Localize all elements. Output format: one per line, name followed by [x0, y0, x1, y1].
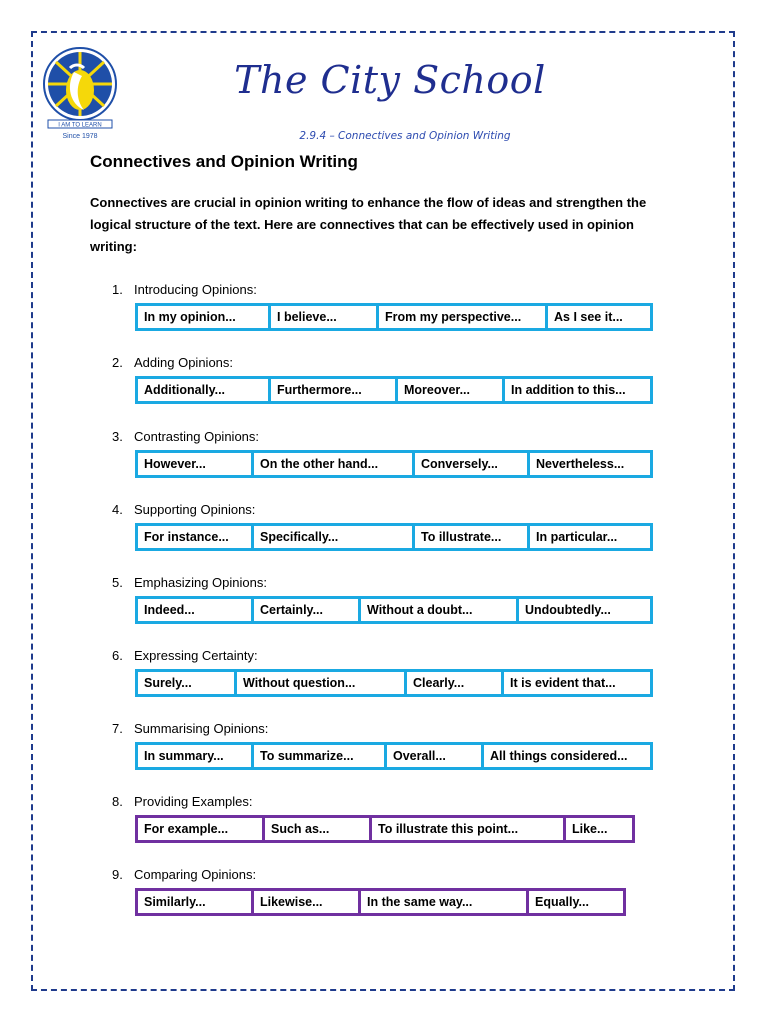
connective-cell: However...: [144, 457, 206, 471]
connective-cell: In addition to this...: [502, 379, 650, 401]
connective-cell: Like...: [563, 818, 632, 840]
section-contrasting-opinions: [112, 428, 653, 478]
connective-cell: Indeed...: [144, 603, 195, 617]
school-logo: [40, 46, 120, 146]
connective-cell: For example...: [144, 822, 229, 836]
connective-cell: For instance...: [144, 530, 229, 544]
school-name: The City School: [234, 58, 546, 102]
section-number: 2.: [112, 355, 123, 370]
connectives-row: [135, 888, 626, 916]
connective-cell: Similarly...: [144, 895, 206, 909]
section-number: 1.: [112, 282, 123, 297]
section-number: 6.: [112, 648, 123, 663]
connective-cell: In the same way...: [358, 891, 526, 913]
page-subtitle: 2.9.4 – Connectives and Opinion Writing: [299, 130, 511, 142]
connective-cell: As I see it...: [545, 306, 650, 328]
section-number: 4.: [112, 502, 123, 517]
logo-since: Since 1978: [62, 133, 98, 140]
connective-cell: Without question...: [234, 672, 404, 694]
connectives-row: [135, 523, 653, 551]
connective-cell: All things considered...: [481, 745, 650, 767]
section-summarising-opinions: [112, 720, 653, 770]
connective-cell: Specifically...: [251, 526, 412, 548]
connective-cell: Additionally...: [144, 383, 226, 397]
section-title: Providing Examples:: [134, 794, 253, 809]
connective-cell: To illustrate this point...: [369, 818, 563, 840]
connectives-row: [135, 450, 653, 478]
connective-cell: In particular...: [527, 526, 650, 548]
section-title: Comparing Opinions:: [134, 867, 257, 882]
section-expressing-certainty: [112, 647, 653, 697]
connective-cell: Clearly...: [404, 672, 501, 694]
connective-cell: From my perspective...: [376, 306, 545, 328]
connectives-row: [135, 669, 653, 697]
section-title: Emphasizing Opinions:: [134, 575, 267, 590]
section-number: 9.: [112, 867, 123, 882]
connectives-row: [135, 596, 653, 624]
connective-cell: To summarize...: [251, 745, 384, 767]
connective-cell: In summary...: [144, 749, 224, 763]
intro-paragraph: Connectives are crucial in opinion writing to enhance the flow of ideas and strengthen the logical structure of the text. Here are connectives that can be effectively used in opinion writing:: [90, 195, 647, 254]
section-introducing-opinions: [112, 281, 653, 331]
connectives-row: [135, 742, 653, 770]
connective-cell: To illustrate...: [412, 526, 527, 548]
section-number: 8.: [112, 794, 123, 809]
section-title: Expressing Certainty:: [134, 648, 258, 663]
connective-cell: Equally...: [526, 891, 623, 913]
connectives-row: [135, 376, 653, 404]
section-title: Introducing Opinions:: [134, 282, 257, 297]
connectives-row: [135, 815, 635, 843]
connective-cell: Nevertheless...: [527, 453, 650, 475]
connective-cell: On the other hand...: [251, 453, 412, 475]
connective-cell: Moreover...: [395, 379, 502, 401]
connective-cell: Undoubtedly...: [516, 599, 650, 621]
connective-cell: In my opinion...: [144, 310, 236, 324]
connective-cell: Likewise...: [251, 891, 358, 913]
section-supporting-opinions: [112, 501, 653, 551]
connective-cell: Overall...: [384, 745, 481, 767]
section-title: Contrasting Opinions:: [134, 429, 260, 444]
section-number: 3.: [112, 429, 123, 444]
section-number: 5.: [112, 575, 123, 590]
connective-cell: Certainly...: [251, 599, 358, 621]
connective-cell: Surely...: [144, 676, 192, 690]
section-providing-examples: [112, 793, 635, 843]
section-title: Supporting Opinions:: [134, 502, 256, 517]
connective-cell: It is evident that...: [501, 672, 650, 694]
section-emphasizing-opinions: [112, 574, 653, 624]
connective-cell: I believe...: [268, 306, 376, 328]
logo-motto: I AM TO LEARN: [58, 122, 102, 129]
connective-cell: Furthermore...: [268, 379, 395, 401]
connective-cell: Such as...: [262, 818, 369, 840]
connective-cell: Conversely...: [412, 453, 527, 475]
section-number: 7.: [112, 721, 123, 736]
document-heading: Connectives and Opinion Writing: [90, 152, 358, 171]
connectives-row: [135, 303, 653, 331]
section-title: Adding Opinions:: [134, 355, 234, 370]
section-adding-opinions: [112, 354, 653, 404]
section-comparing-opinions: [112, 866, 626, 916]
section-title: Summarising Opinions:: [134, 721, 269, 736]
connective-cell: Without a doubt...: [358, 599, 516, 621]
